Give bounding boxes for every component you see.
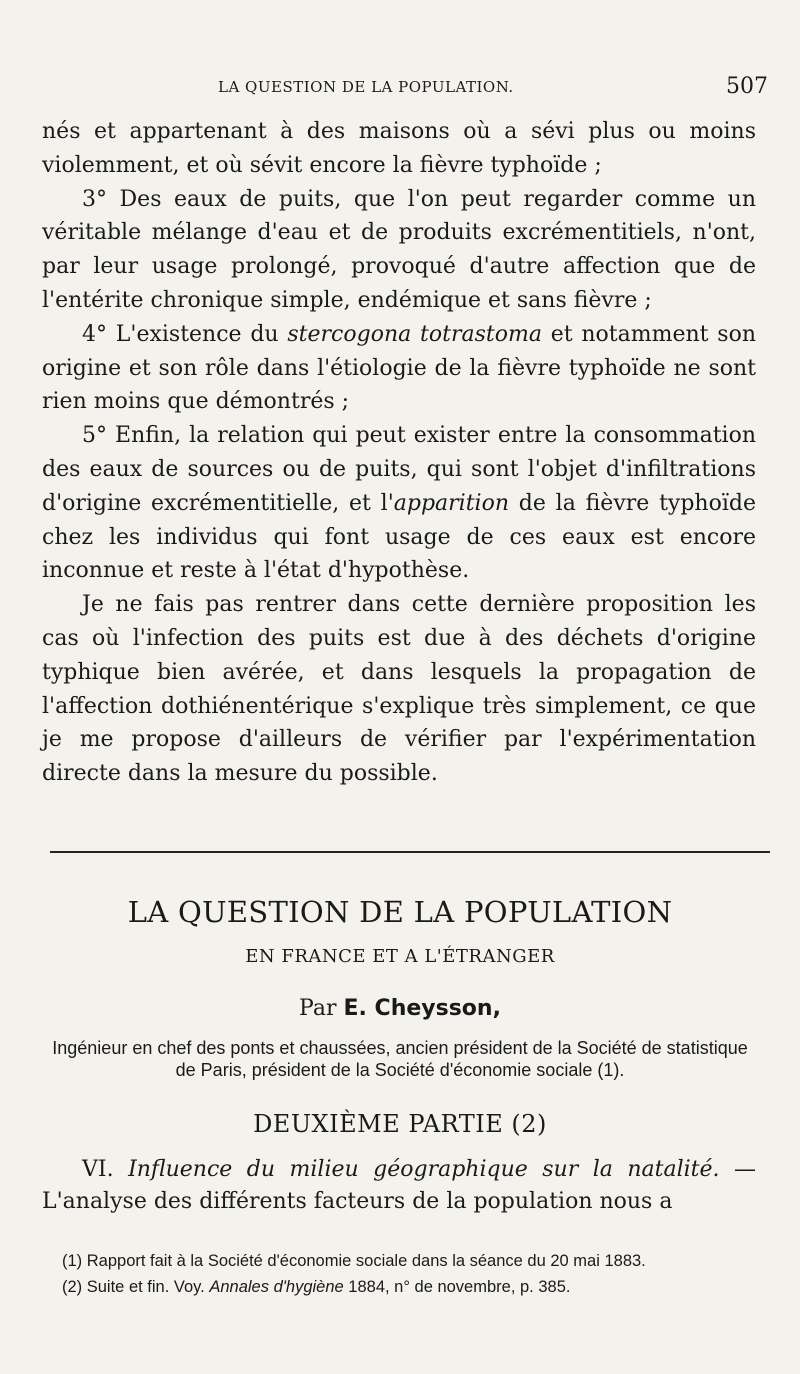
- body-text: [42, 115, 756, 791]
- article-title: LA QUESTION DE LA POPULATION: [127, 895, 673, 929]
- author-prefix: Par: [299, 996, 344, 1021]
- section-text: [42, 1154, 756, 1218]
- author-line: [0, 996, 800, 1021]
- item-4-species-name: stercogona totrastoma: [287, 321, 542, 347]
- author-credentials: Ingénieur en chef des ponts et chaussées, ancien président de la Société de statistique de Paris, président de la Société d'économie sociale (1).: [52, 1038, 748, 1080]
- part-heading: DEUXIÈME PARTIE (2): [253, 1110, 547, 1138]
- item-5-emphasis: apparition: [393, 490, 509, 516]
- page-number: 507: [726, 74, 768, 99]
- section-divider: [50, 851, 770, 853]
- footnote-1: (1) Rapport fait à la Société d'économie sociale dans la séance du 20 mai 1883.: [62, 1252, 646, 1270]
- item-5-text-end: de la fièvre typhoïde chez les individus qui font usage de ces eaux est encore inconnue et reste à l'état d'hypothèse.: [42, 490, 756, 584]
- section-number: VI.: [82, 1157, 129, 1182]
- footnotes: [42, 1250, 756, 1302]
- author-name: E. Cheysson,: [343, 996, 501, 1021]
- section-title: Influence du milieu géographique sur la natalité.: [128, 1157, 720, 1182]
- section-body: — L'analyse des différents facteurs de la population nous a: [42, 1157, 756, 1214]
- section-paragraph: [42, 1154, 756, 1218]
- footnote-2-journal: Annales d'hygiène: [209, 1278, 344, 1296]
- paragraph-item-5: [42, 419, 756, 588]
- article-subtitle: EN FRANCE ET A L'ÉTRANGER: [245, 946, 555, 967]
- item-4-text-start: 4° L'existence du: [82, 321, 288, 347]
- item-5-text-start: 5° Enfin, la relation qui peut exister entre la consommation des eaux de sources ou de puits, qui sont l'objet d'infiltrations d'origine excrémentitielle, et l': [42, 423, 756, 516]
- footnote-2-end: 1884, n° de novembre, p. 385.: [343, 1278, 571, 1296]
- paragraph-item-3: 3° Des eaux de puits, que l'on peut regarder comme un véritable mélange d'eau et de produits excrémentitiels, n'ont, par leur usage prolongé, provoqué d'autre affection que de l'entérite chronique simple, endémique et sans fièvre ;: [42, 186, 756, 313]
- footnote-2: [42, 1276, 756, 1298]
- running-header: [40, 74, 768, 104]
- running-title: LA QUESTION DE LA POPULATION.: [218, 78, 514, 96]
- paragraph-item-4: [42, 318, 756, 419]
- footnote-2-start: (2) Suite et fin. Voy.: [62, 1278, 210, 1296]
- paragraph-closing: Je ne fais pas rentrer dans cette dernière proposition les cas où l'infection des puits est due à des déchets d'origine typhique bien avérée, et dans lesquels la propagation de l'affection dothiénentérique s'explique très simplement, ce que je me propose d'ailleurs de vérifier par l'expérimentation directe dans la mesure du possible.: [42, 592, 756, 787]
- item-4-text-end: et notamment son origine et son rôle dans l'étiologie de la fièvre typhoïde ne sont rien moins que démontrés ;: [42, 321, 756, 415]
- paragraph-continuation: nés et appartenant à des maisons où a sévi plus ou moins violemment, et où sévit encore la fièvre typhoïde ;: [42, 119, 756, 178]
